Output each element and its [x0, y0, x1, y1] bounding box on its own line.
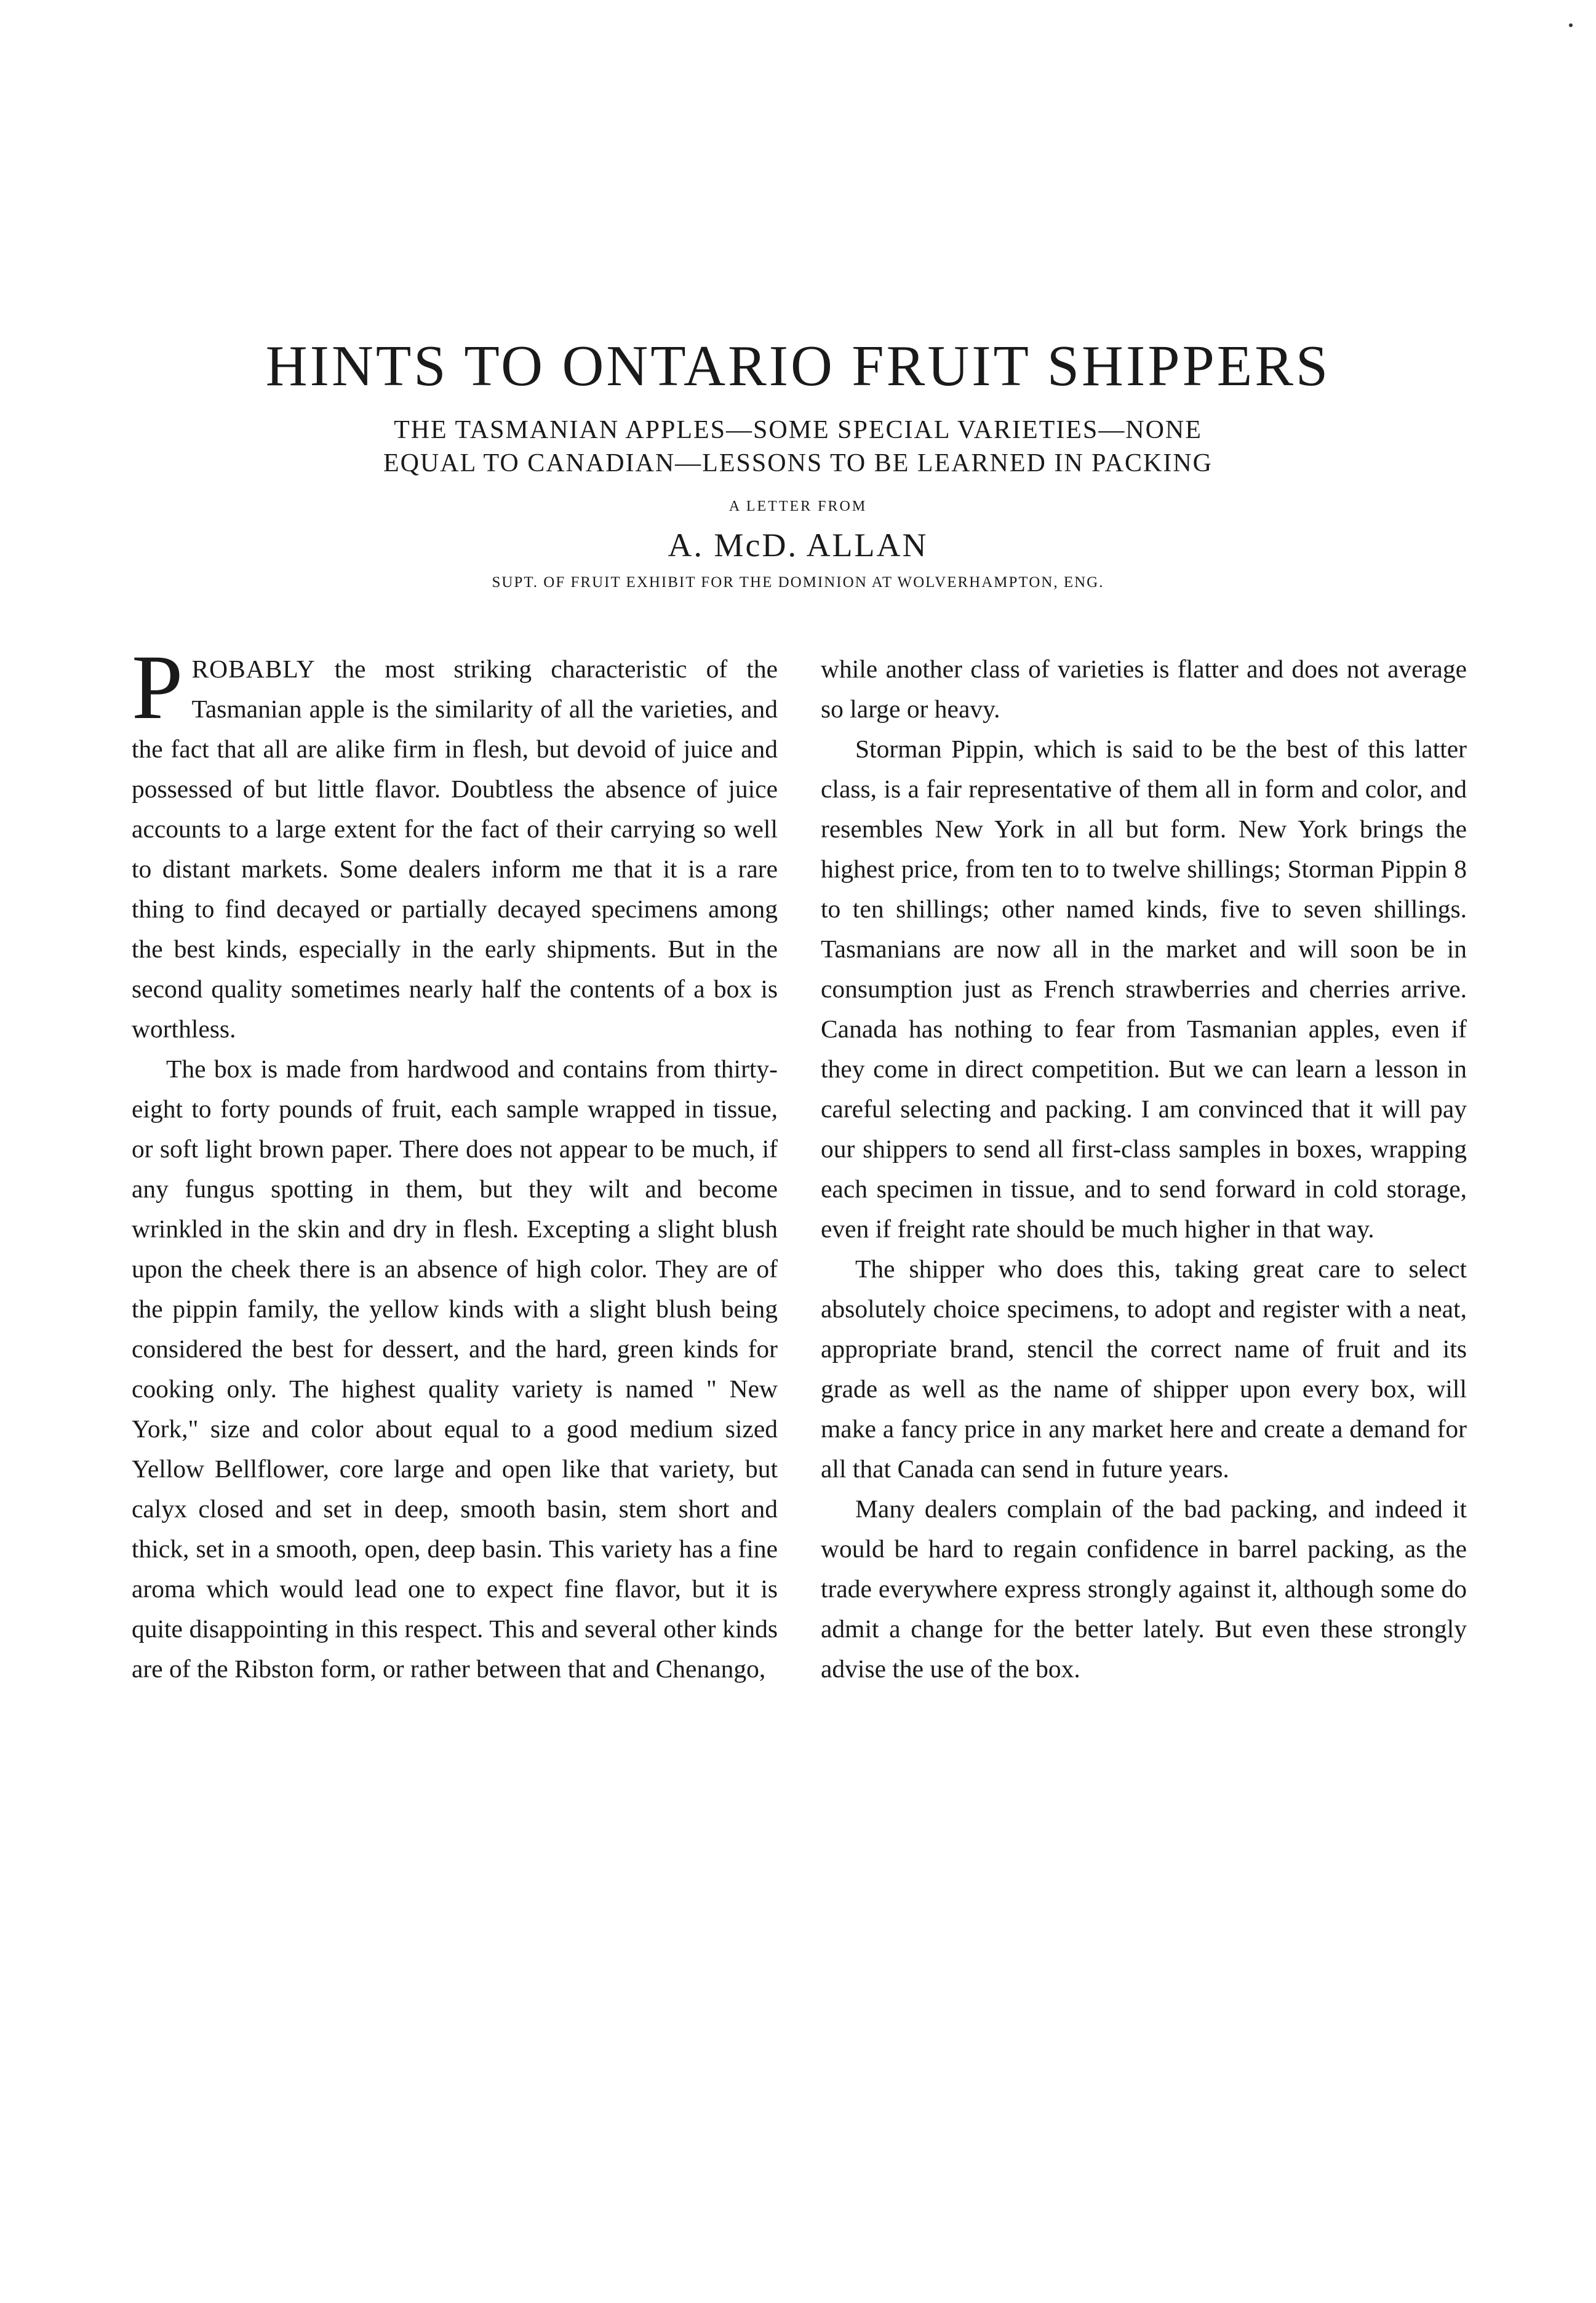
left-column — [132, 636, 778, 1689]
article-subtitle — [0, 413, 1596, 480]
paragraph-text: the most striking characteristic of the Tasmanian apple is the similarity of all the varieties, and the fact that all are alike firm in flesh, but devoid of juice and possessed of but little flavor. Doubtless the absence of juice accounts to a large extent for the fact of their carrying so well to distant markets. Some dealers inform me that it is a rare thing to find decayed or partially decayed specimens among the best kinds, especially in the early shipments. But in the second quality sometimes nearly half the contents of a box is worthless. — [132, 655, 778, 1043]
paragraph: The shipper who does this, taking great care to select absolutely choice specimens, to adopt and register with a neat, appropriate brand, stencil the correct name of fruit and its grade as well as the name of shipper upon every box, will make a fancy price in any market here and create a demand for all that Canada can send in future years. — [821, 1255, 1467, 1483]
author-name: A. McD. ALLAN — [668, 527, 928, 564]
paragraph — [132, 636, 778, 1049]
stray-mark — [1569, 23, 1573, 27]
paragraph: The box is made from hardwood and contains from thirty-eight to forty pounds of fruit, each sample wrapped in tissue, or soft light brown paper. There does not appear to be much, if any fungus spotting in them, but they wilt and become wrinkled in the skin and dry in flesh. Excepting a slight blush upon the cheek there is an absence of high color. They are of the pippin family, the yellow kinds with a slight blush being considered the best for dessert, and the hard, green kinds for cooking only. The highest quality variety is named " New York," size and color about equal to a good medium sized Yellow Bellflower, core large and open like that variety, but calyx closed and set in deep, smooth basin, stem short and thick, set in a smooth, open, deep basin. This variety has a fine aroma which would lead one to expect fine flavor, but it is quite disappointing in this respect. This and several other kinds are of the Ribston form, or rather between that and Chenango, — [132, 1055, 778, 1683]
right-column — [821, 649, 1467, 1689]
paragraph: Storman Pippin, which is said to be the best of this latter class, is a fair representative of them all in form and color, and resembles New York in all but form. New York brings the highest price, from ten to to twelve shillings; Storman Pippin 8 to ten shillings; other named kinds, five to seven shillings. Tasmanians are now all in the market and will soon be in consumption just as French strawberries and cherries arrive. Canada has nothing to fear from Tasmanian apples, even if they come in direct competition. But we can learn a lesson in careful selecting and packing. I am convinced that it will pay our shippers to send all first-class samples in boxes, wrapping each specimen in tissue, and to send forward in cold storage, even if freight rate should be much higher in that way. — [821, 735, 1467, 1243]
paragraph: while another class of varieties is flatter and does not average so large or heavy. — [821, 655, 1467, 723]
subtitle-line-2: EQUAL TO CANADIAN—LESSONS TO BE LEARNED IN PACKING — [383, 449, 1213, 477]
article-title: HINTS TO ONTARIO FRUIT SHIPPERS — [265, 334, 1331, 398]
article-body — [132, 636, 1467, 1689]
paragraph: Many dealers complain of the bad packing, and indeed it would be hard to regain confidence in barrel packing, as the trade everywhere express strongly against it, although some do admit a change for the better lately. But even these strongly advise the use of the box. — [821, 1495, 1467, 1683]
lead-word: ROBABLY — [191, 655, 316, 683]
letter-from: A LETTER FROM — [728, 498, 868, 514]
author-role: SUPT. OF FRUIT EXHIBIT FOR THE DOMINION AT WOLVERHAMPTON, ENG. — [492, 574, 1104, 591]
subtitle-line-1: THE TASMANIAN APPLES—SOME SPECIAL VARIETIES—NONE — [394, 416, 1202, 444]
drop-cap: P — [132, 636, 183, 738]
article-header — [0, 332, 1596, 591]
